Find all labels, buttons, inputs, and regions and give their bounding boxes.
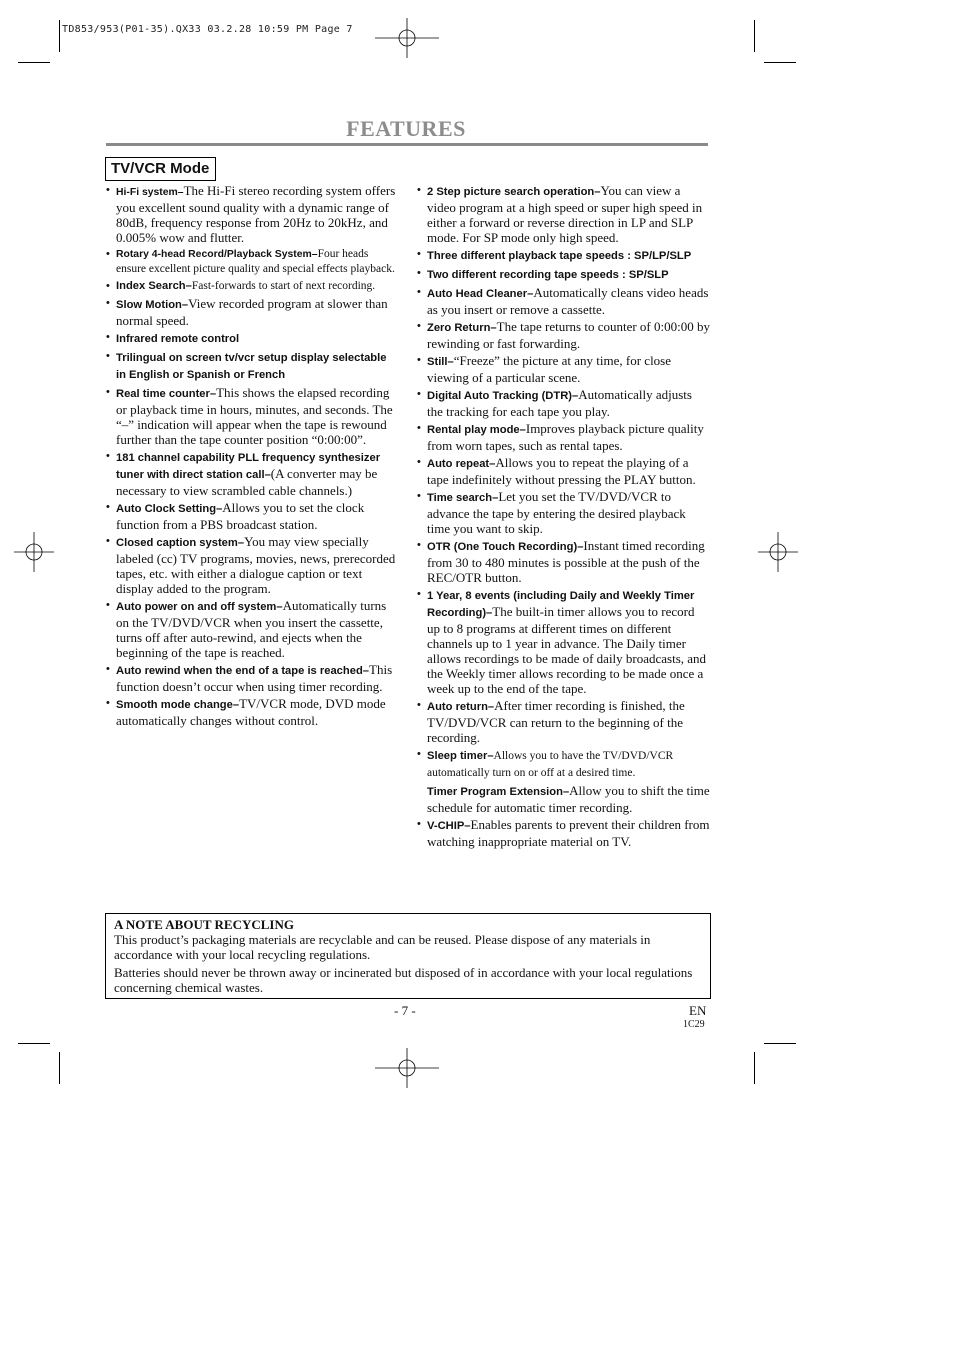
feature-description: Enables parents to prevent their children from watching inappropriate material on TV. — [427, 817, 710, 849]
bullet-icon: • — [417, 354, 421, 366]
bullet-icon: • — [106, 501, 110, 513]
bullet-icon: • — [106, 297, 110, 309]
list-item — [417, 421, 710, 453]
feature-description: Instant timed recording from 30 to 480 minutes is possible at the push of the REC/OTR button. — [427, 538, 705, 585]
feature-name: Sleep timer– — [427, 750, 494, 762]
title-rule — [106, 143, 708, 146]
list-item — [417, 587, 710, 696]
feature-description: Improves playback picture quality from worn tapes, such as rental tapes. — [427, 421, 704, 453]
list-item — [106, 385, 398, 447]
registration-mark-left — [10, 532, 58, 572]
feature-name: 1 Year, 8 events (including Daily and Weekly Timer Recording)– — [427, 590, 695, 619]
list-item — [417, 455, 710, 487]
list-item — [106, 449, 398, 498]
feature-name: Slow Motion– — [116, 299, 189, 311]
feature-description: The tape returns to counter of 0:00:00 by rewinding or fast forwarding. — [427, 319, 710, 351]
bullet-icon: • — [106, 350, 110, 362]
bullet-icon: • — [417, 320, 421, 332]
bullet-icon: • — [417, 818, 421, 830]
feature-description: The built-in timer allows you to record up to 8 programs at different times on different channels up to 1 year in advance. The Daily timer allows recordings to be made of daily broadcasts, and the Weekly timer allows recording to be made once a week up to the end of the tape. — [427, 604, 707, 696]
list-item — [417, 183, 710, 245]
feature-name: 2 Step picture search operation– — [427, 186, 601, 198]
feature-name: Smooth mode change– — [116, 699, 240, 711]
bullet-icon: • — [417, 286, 421, 298]
bullet-icon: • — [106, 697, 110, 709]
feature-list-right — [417, 183, 710, 851]
list-item — [417, 266, 710, 283]
feature-name: Two different recording tape speeds : SP/SLP — [427, 269, 669, 281]
registration-mark-right — [754, 532, 802, 572]
feature-name: Timer Program Extension– — [427, 786, 570, 798]
feature-name: Auto repeat– — [427, 458, 496, 470]
list-item — [106, 598, 398, 660]
bullet-icon: • — [106, 450, 110, 462]
feature-description: Allows you to have the TV/DVD/VCR automatically turn on or off at a desired time. — [427, 750, 674, 779]
feature-name: Auto rewind when the end of a tape is reached– — [116, 665, 370, 677]
crop-mark — [764, 62, 796, 63]
language-code: EN — [689, 1003, 707, 1018]
feature-description: “Freeze” the picture at any time, for close viewing of a particular scene. — [427, 353, 672, 385]
feature-list-left — [106, 183, 398, 730]
feature-description: You may view specially labeled (cc) TV programs, movies, news, prerecorded tapes, etc. with either a dialogue caption or text display added to the program. — [116, 534, 396, 596]
feature-name: Auto Head Cleaner– — [427, 288, 534, 300]
feature-name: Three different playback tape speeds : SP/LP/SLP — [427, 250, 692, 262]
crop-mark — [59, 1052, 60, 1084]
bullet-icon: • — [106, 663, 110, 675]
feature-description: After timer recording is finished, the TV/DVD/VCR can return to the beginning of the recording. — [427, 698, 685, 745]
feature-description: View recorded program at slower than normal speed. — [116, 296, 388, 328]
feature-name: Zero Return– — [427, 322, 497, 334]
crop-mark — [754, 20, 755, 52]
feature-description: TV/VCR mode, DVD mode automatically changes without control. — [116, 696, 386, 728]
feature-description: Allows you to repeat the playing of a tape indefinitely without pressing the PLAY button. — [427, 455, 696, 487]
bullet-icon: • — [417, 748, 421, 760]
list-item — [106, 330, 398, 347]
list-item — [417, 698, 710, 745]
list-item — [106, 696, 398, 728]
document-code: 1C29 — [683, 1019, 705, 1030]
list-item — [417, 538, 710, 585]
feature-name: Index Search– — [116, 280, 192, 292]
list-item — [106, 662, 398, 694]
note-paragraph: This product’s packaging materials are recyclable and can be reused. Please dispose of any materials in accordance with your local recycling regulations. — [114, 932, 651, 962]
list-item — [417, 353, 710, 385]
feature-description: Let you set the TV/DVD/VCR to advance the tape by entering the desired playback time you want to skip. — [427, 489, 686, 536]
list-item — [417, 489, 710, 536]
bullet-icon: • — [417, 388, 421, 400]
feature-name: Real time counter– — [116, 388, 217, 400]
bullet-icon: • — [417, 699, 421, 711]
feature-name: Rotary 4-head Record/Playback System– — [116, 249, 318, 260]
feature-description: This shows the elapsed recording or playback time in hours, minutes, and seconds. The “–” indication will appear when the tape is rewound further than the tape counter position “0:00:00”. — [116, 385, 393, 447]
feature-description: Automatically turns on the TV/DVD/VCR when you insert the cassette, turns off after auto-rewind, and ejects when the beginning of the tape is reached. — [116, 598, 387, 660]
recycling-note — [105, 913, 711, 999]
bullet-icon: • — [417, 248, 421, 260]
feature-name: Hi-Fi system– — [116, 187, 184, 198]
feature-description: Four heads ensure excellent picture quality and special effects playback. — [116, 248, 395, 275]
printer-slug: TD853/953(P01-35).QX33 03.2.28 10:59 PM Page 7 — [62, 24, 353, 35]
list-item — [417, 817, 710, 849]
feature-name: Auto Clock Setting– — [116, 503, 223, 515]
bullet-icon: • — [106, 184, 110, 196]
bullet-icon: • — [106, 599, 110, 611]
feature-name: OTR (One Touch Recording)– — [427, 541, 584, 553]
list-item — [417, 319, 710, 351]
list-item — [417, 747, 710, 781]
feature-description: The Hi-Fi stereo recording system offers you excellent sound quality with a dynamic range of 80dB, frequency response from 20Hz to 20kHz, and 0.005% wow and flutter. — [116, 183, 396, 245]
feature-description: Automatically adjusts the tracking for each tape you play. — [427, 387, 692, 419]
list-item — [417, 387, 710, 419]
feature-name: Still– — [427, 356, 454, 368]
list-item — [106, 349, 398, 383]
page-title: FEATURES — [346, 116, 466, 141]
list-item — [417, 247, 710, 264]
list-item — [106, 296, 398, 328]
feature-name: 181 channel capability PLL frequency synthesizer tuner with direct station call– — [116, 452, 381, 481]
note-paragraph: Batteries should never be thrown away or incinerated but disposed of in accordance with your local regulations concerning chemical wastes. — [114, 965, 693, 995]
bullet-icon: • — [106, 248, 110, 260]
list-item — [106, 279, 398, 294]
feature-description: Allows you to set the clock function from a PBS broadcast station. — [116, 500, 365, 532]
feature-name: Auto return– — [427, 701, 495, 713]
bullet-icon: • — [417, 588, 421, 600]
section-label: TV/VCR Mode — [105, 157, 216, 181]
list-item — [417, 285, 710, 317]
bullet-icon: • — [417, 267, 421, 279]
crop-mark — [18, 1043, 50, 1044]
list-item — [106, 183, 398, 245]
feature-name: Auto power on and off system– — [116, 601, 283, 613]
feature-description: This function doesn’t occur when using timer recording. — [116, 662, 393, 694]
list-item — [106, 534, 398, 596]
crop-mark — [59, 20, 60, 52]
registration-mark-bottom — [375, 1048, 439, 1088]
list-subitem — [417, 783, 710, 815]
feature-description: Allow you to shift the time schedule for automatic timer recording. — [427, 783, 710, 815]
bullet-icon: • — [417, 456, 421, 468]
feature-description: Automatically cleans video heads as you insert or remove a cassette. — [427, 285, 709, 317]
feature-name: Time search– — [427, 492, 499, 504]
feature-name: Digital Auto Tracking (DTR)– — [427, 390, 579, 402]
feature-name: Rental play mode– — [427, 424, 526, 436]
crop-mark — [18, 62, 50, 63]
feature-description: You can view a video program at a high speed or super high speed in either a forward or reverse direction in LP and SLP mode. For SP mode only high speed. — [427, 183, 703, 245]
feature-description: Fast-forwards to start of next recording. — [191, 280, 376, 292]
crop-mark — [754, 1052, 755, 1084]
bullet-icon: • — [106, 535, 110, 547]
bullet-icon: • — [106, 331, 110, 343]
feature-name: Trilingual on screen tv/vcr setup display selectable in English or Spanish or French — [116, 352, 387, 381]
crop-mark — [764, 1043, 796, 1044]
feature-name: Closed caption system– — [116, 537, 245, 549]
list-item — [106, 247, 398, 277]
bullet-icon: • — [417, 490, 421, 502]
feature-name: Infrared remote control — [116, 333, 240, 345]
bullet-icon: • — [417, 539, 421, 551]
feature-name: V-CHIP– — [427, 820, 471, 832]
page-number: - 7 - — [394, 1003, 416, 1018]
bullet-icon: • — [417, 422, 421, 434]
feature-description: (A converter may be necessary to view scrambled cable channels.) — [116, 466, 378, 498]
bullet-icon: • — [417, 184, 421, 196]
list-item — [106, 500, 398, 532]
bullet-icon: • — [106, 280, 110, 292]
note-title: A NOTE ABOUT RECYCLING — [114, 917, 294, 932]
bullet-icon: • — [106, 386, 110, 398]
registration-mark-top — [375, 18, 439, 58]
